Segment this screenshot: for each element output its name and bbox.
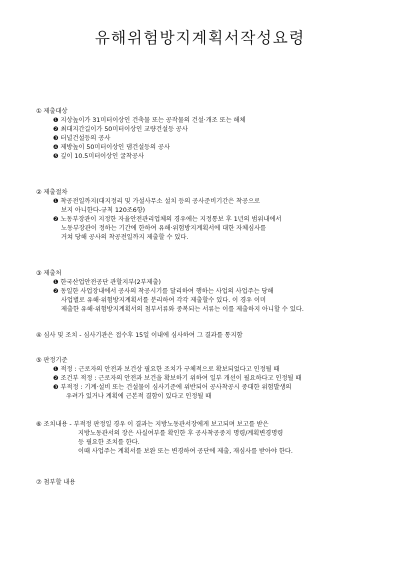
- section-line: ❸ 터널건설등의 공사: [53, 135, 111, 142]
- section-attachments: [36, 478, 75, 487]
- section-line: 사업별로 유해·위험방지계획서를 분리하여 각각 제출할수 있다. 이 경우 이미: [61, 297, 266, 304]
- section-line: 지방노동관서의 장은 사실여부를 확인한 후 공사착공중지 명령/계획변경명령: [78, 430, 284, 437]
- section-line: 보지 아니한다-규칙 120조6항): [61, 207, 146, 214]
- section-submission-target: [36, 107, 246, 161]
- section-line: ❶ 착공전일까지(대지정리 및 가설사무소 설치 등의 공사준비기간은 착공으로: [53, 198, 261, 205]
- section-line: 등 필요한 조치를 한다.: [78, 439, 140, 446]
- section-heading: ② 제출절차: [36, 189, 68, 196]
- section-line: 우려가 있거나 계획에 근본적 결함이 있다고 인정될 때: [66, 393, 212, 400]
- section-heading: ⑦ 첨부할 내용: [36, 479, 76, 486]
- section-review-action: [36, 331, 243, 340]
- section-heading: ④ 심사 및 조치 - 심사기관은 접수후 15일 이내에 심사하여 그 결과를 통지함: [36, 332, 243, 339]
- section-line: ❷ 동일한 사업장내에서 공사의 착공시기를 달리하여 행하는 사업의 사업주는 당해: [53, 288, 274, 295]
- section-judgment-criteria: [36, 356, 301, 401]
- section-heading: ① 제출대상: [36, 108, 68, 115]
- section-heading: ⑤ 판정기준: [36, 357, 68, 364]
- section-submission-office: [36, 269, 304, 314]
- page-title: 유해위험방지계획서작성요령: [94, 29, 306, 47]
- section-line: ❹ 제방높이 50미터이상인 댐건설등의 공사: [53, 144, 170, 151]
- section-line: 이때 사업주는 계획서를 보완 또는 변경하여 공단에 제출, 재심사를 받아야 한다.: [78, 448, 293, 455]
- section-line: ❷ 노동부장관이 지정한 자율안전관리업체의 경우에는 지정통보 후 1년의 범위내에서: [53, 216, 282, 223]
- section-submission-procedure: [36, 188, 281, 242]
- section-line: 노동부장관이 정하는 기간에 한하여 유해·위험방지계획서에 대한 자체심사를: [61, 225, 267, 232]
- section-line: ❶ 지상높이가 31미터이상인 건축물 또는 공작물의 건설·개조 또는 해체: [53, 117, 246, 124]
- section-line: ❸ 부적정 : 기계·설비 또는 건설물이 심사기준에 위반되어 공사착공시 중대한 위험발생의: [53, 384, 292, 391]
- section-line: ❺ 깊이 10.5미터이상인 굴착공사: [53, 153, 144, 160]
- section-heading: ③ 제출처: [36, 270, 62, 277]
- section-line: ❷ 조건부 적정 : 근로자의 안전과 보건을 확보하기 위하여 일부 개선이 필요하다고 인정될 때: [53, 375, 302, 382]
- section-line: ❶ 한국산업안전공단 관할지부(2부제출): [53, 279, 161, 286]
- section-line: ❶ 적정 : 근로자의 안전과 보건상 필요한 조치가 구체적으로 확보되었다고 인정될 때: [53, 366, 280, 373]
- section-heading: ⑥ 조치내용 - 부적정 판정일 경우 이 결과는 지방노동관서장에게 보고되며 보고를 받은: [36, 421, 269, 428]
- section-line: ❷ 최대지간길이가 50미터이상인 교량건설등 공사: [53, 126, 188, 133]
- section-line: 거쳐 당해 공사의 착공전일까지 제출할 수 있다.: [61, 234, 189, 241]
- section-action-details: [36, 420, 293, 456]
- section-line: 제출한 유해·위험방지계획서의 첨부서류와 중복되는 서류는 이를 제출하지 아니할 수 있다.: [61, 306, 304, 313]
